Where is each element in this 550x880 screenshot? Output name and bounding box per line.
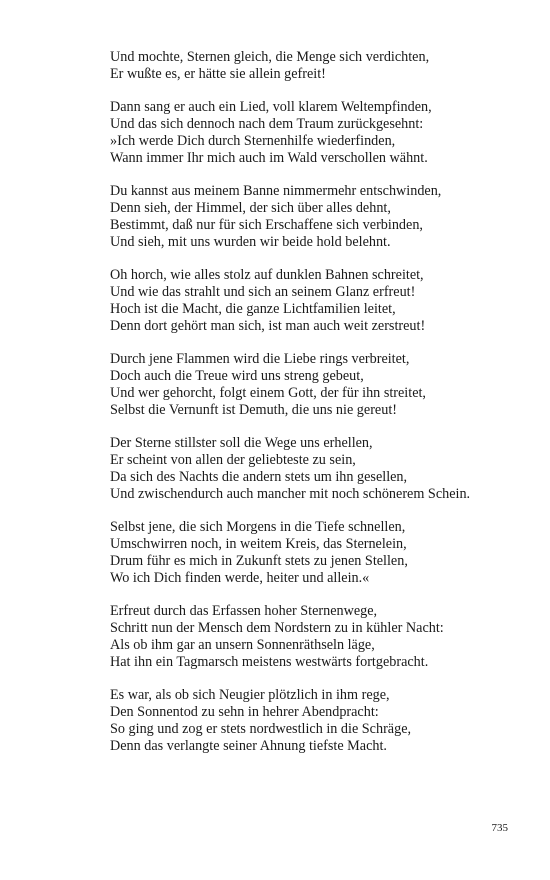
verse-line: »Ich werde Dich durch Sternenhilfe wiederfinden, — [110, 132, 396, 149]
verse-line: Du kannst aus meinem Banne nimmermehr entschwinden, — [110, 183, 442, 200]
verse-line: Doch auch die Treue wird uns streng gebeut, — [110, 368, 364, 385]
verse-line: Und wer gehorcht, folgt einem Gott, der für ihn streitet, — [110, 384, 426, 401]
verse-line: Und das sich dennoch nach dem Traum zurückgesehnt: — [110, 116, 424, 133]
verse-line: Hat ihn ein Tagmarsch meistens westwärts fortgebracht. — [110, 653, 429, 670]
verse-line: Er wußte es, er hätte sie allein gefreit! — [110, 65, 326, 82]
verse-line: Wo ich Dich finden werde, heiter und allein.« — [110, 569, 370, 586]
stanza-9 — [110, 687, 530, 754]
verse-line: Oh horch, wie alles stolz auf dunklen Bahnen schreitet, — [110, 267, 424, 284]
stanza-5 — [110, 351, 530, 418]
verse-line: Selbst die Vernunft ist Demuth, die uns nie gereut! — [110, 401, 397, 418]
verse-line: Der Sterne stillster soll die Wege uns erhellen, — [110, 435, 373, 452]
stanza-3 — [110, 183, 530, 250]
poem-text — [110, 49, 530, 771]
verse-line: Er scheint von allen der geliebteste zu sein, — [110, 452, 356, 469]
verse-line: Schritt nun der Mensch dem Nordstern zu in kühler Nacht: — [110, 620, 444, 637]
verse-line: Durch jene Flammen wird die Liebe rings verbreitet, — [110, 351, 410, 368]
stanza-7 — [110, 519, 530, 586]
verse-line: Denn sieh, der Himmel, der sich über alles dehnt, — [110, 200, 391, 217]
verse-line: Und zwischendurch auch mancher mit noch schönerem Schein. — [110, 485, 471, 502]
stanza-4 — [110, 267, 530, 334]
verse-line: Den Sonnentod zu sehn in hehrer Abendpracht: — [110, 704, 379, 721]
verse-line: Umschwirren noch, in weitem Kreis, das Sternelein, — [110, 536, 407, 553]
verse-line: Als ob ihm gar an unsern Sonnenräthseln läge, — [110, 636, 375, 653]
verse-line: Wann immer Ihr mich auch im Wald verschollen wähnt. — [110, 149, 428, 166]
stanza-6 — [110, 435, 530, 502]
verse-line: Und wie das strahlt und sich an seinem Glanz erfreut! — [110, 284, 416, 301]
verse-line: Es war, als ob sich Neugier plötzlich in ihm rege, — [110, 687, 390, 704]
verse-line: Drum führ es mich in Zukunft stets zu jenen Stellen, — [110, 552, 408, 569]
page-number: 735 — [491, 822, 508, 834]
verse-line: Denn dort gehört man sich, ist man auch weit zerstreut! — [110, 317, 426, 334]
verse-line: Selbst jene, die sich Morgens in die Tiefe schnellen, — [110, 519, 406, 536]
stanza-2 — [110, 99, 530, 166]
verse-line: So ging und zog er stets nordwestlich in die Schräge, — [110, 720, 412, 737]
verse-line: Dann sang er auch ein Lied, voll klarem Weltempfinden, — [110, 99, 432, 116]
verse-line: Und sieh, mit uns wurden wir beide hold belehnt. — [110, 233, 391, 250]
verse-line: Und mochte, Sternen gleich, die Menge sich verdichten, — [110, 49, 430, 65]
stanza-1 — [110, 49, 530, 83]
verse-line: Erfreut durch das Erfassen hoher Sternenwege, — [110, 603, 378, 620]
verse-line: Da sich des Nachts die andern stets um ihn gesellen, — [110, 468, 408, 485]
stanza-8 — [110, 603, 530, 670]
verse-line: Denn das verlangte seiner Ahnung tiefste Macht. — [110, 737, 387, 754]
verse-line: Hoch ist die Macht, die ganze Lichtfamilien leitet, — [110, 300, 396, 317]
verse-line: Bestimmt, daß nur für sich Erschaffene sich verbinden, — [110, 216, 423, 233]
